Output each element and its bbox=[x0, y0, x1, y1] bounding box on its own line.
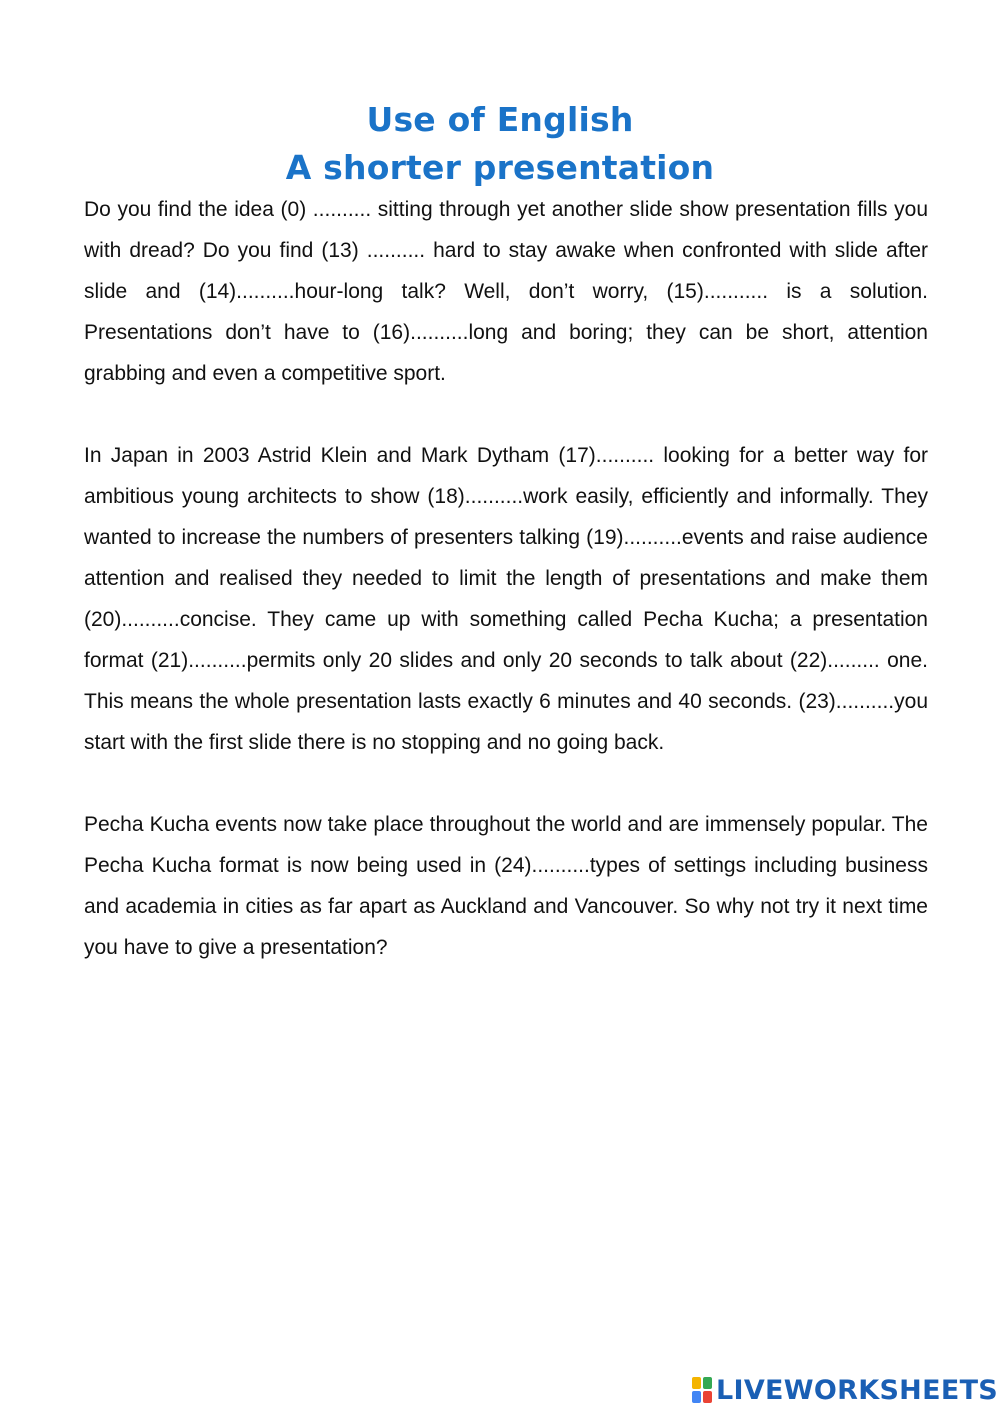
title-block bbox=[0, 96, 1000, 192]
paragraph-2: In Japan in 2003 Astrid Klein and Mark Dytham (17).......... looking for a better way for ambitious young architects to show (18)..........work easily, efficiently and informally. They wanted to increase the numbers of presenters talking (19)..........events and raise audience attention and realised they needed to limit the length of presentations and make them (20)..........concise. They came up with something called Pecha Kucha; a presentation format (21)..........permits only 20 slides and only 20 seconds to talk about (22)......... one. This means the whole presentation lasts exactly 6 minutes and 40 seconds. (23)..........you start with the first slide there is no stopping and no going back. bbox=[84, 444, 928, 754]
page-subtitle: A shorter presentation bbox=[285, 148, 715, 187]
paragraph-1: Do you find the idea (0) .......... sitting through yet another slide show presentation fills you with dread? Do you find (13) .......... hard to stay awake when confronted with slide after slide and (14)..........hour-long talk? Well, don’t worry, (15)........... is a solution. Presentations don’t have to (16)..........long and boring; they can be short, attention grabbing and even a competitive sport. bbox=[84, 198, 928, 385]
paragraph-3: Pecha Kucha events now take place throughout the world and are immensely popular. The Pecha Kucha format is now being used in (24)..........types of settings including business and academia in cities as far apart as Auckland and Vancouver. So why not try it next time you have to give a presentation? bbox=[84, 813, 928, 959]
page-title: Use of English bbox=[366, 100, 634, 139]
worksheet-text bbox=[84, 189, 928, 1009]
logo-mark-icon bbox=[692, 1377, 712, 1403]
logo-text: LIVEWORKSHEETS bbox=[716, 1374, 999, 1406]
liveworksheets-logo bbox=[692, 1374, 998, 1406]
